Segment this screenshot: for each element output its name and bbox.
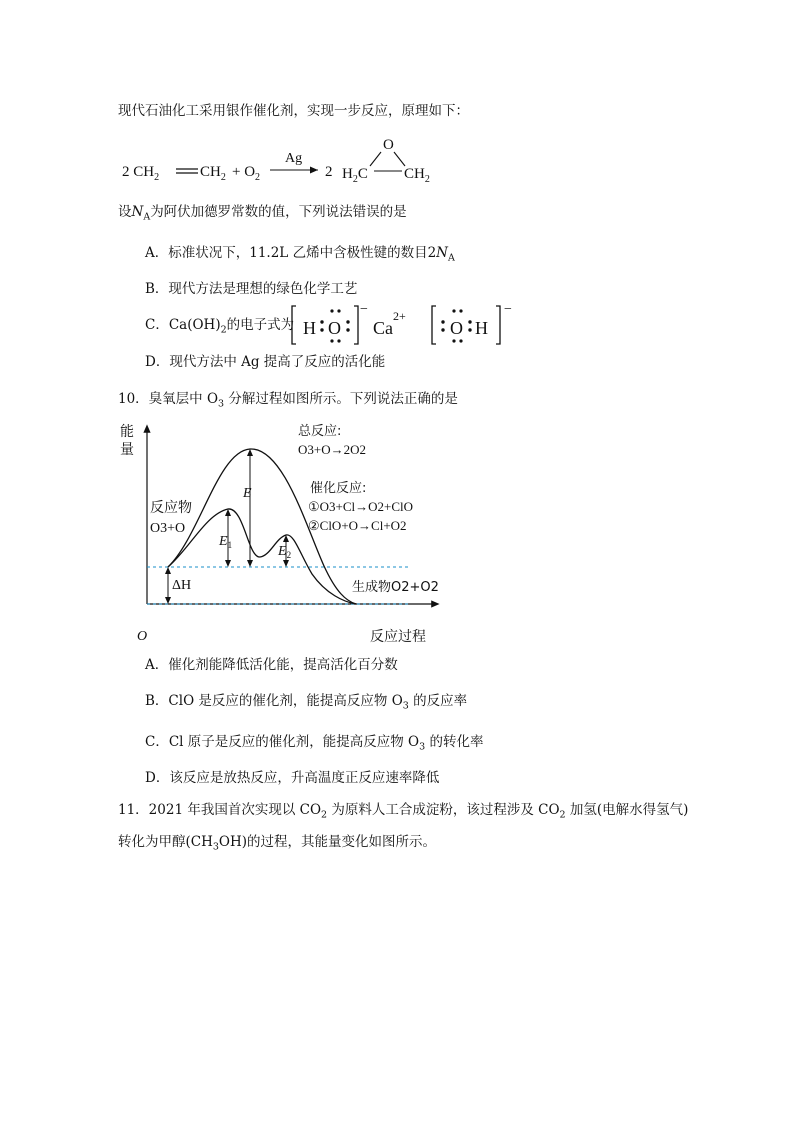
- q11-line-1: 11．2021 年我国首次实现以 $CO_2$ 为原料人工合成淀粉，该过程涉及 $CO_2$ 加氢(电解水得氢气): [118, 802, 689, 821]
- epoxide-ch2: $CH_2$: [404, 166, 430, 185]
- energy-diagram: [118, 418, 458, 650]
- bracket-right-1: [354, 306, 358, 344]
- reaction-arrow-head: [310, 167, 318, 174]
- reactant-formula: O3+O: [150, 521, 186, 536]
- lewis-minus-1: −: [360, 302, 368, 317]
- x-axis-label: 反应过程: [370, 629, 426, 645]
- E-label: E: [243, 486, 252, 501]
- bracket-left-1: [292, 306, 296, 344]
- q11-line-2: 转化为甲醇$(CH_3OH)$的过程，其能量变化如图所示。: [118, 834, 437, 853]
- q9-option-a: A．标准状况下，11.2L 乙烯中含极性键的数目$2N_A$: [145, 245, 455, 264]
- lewis-h-left: H: [303, 318, 316, 338]
- E2-label: $E_2$: [278, 544, 292, 560]
- q9-stem: 设$N_A$为阿伏加德罗常数的值，下列说法错误的是: [118, 204, 407, 223]
- epoxide-h2c: $H_2C$: [342, 166, 368, 185]
- total-reaction-equation: O3+O→2O2: [298, 442, 366, 457]
- reactant-ch2: $CH_2$: [200, 164, 226, 183]
- q9-option-d: D．现代方法中 Ag 提高了反应的活化能: [145, 354, 386, 370]
- bracket-left-2: [432, 306, 436, 344]
- q10-option-a: A．催化剂能降低活化能，提高活化百分数: [145, 657, 398, 673]
- product-coefficient: 2: [325, 164, 333, 180]
- lewis-minus-2: −: [504, 302, 512, 317]
- y-axis-label-1: 能: [120, 424, 134, 440]
- epoxide-oxygen: O: [383, 137, 394, 153]
- reactant-label: 反应物: [150, 500, 192, 516]
- deltaH-label: ΔH: [172, 578, 192, 593]
- lewis-o-left: O: [328, 318, 341, 338]
- q10-option-b: B．ClO 是反应的催化剂，能提高反应物 $O_3$ 的反应率: [145, 693, 468, 712]
- total-reaction-title: 总反应:: [298, 424, 342, 439]
- q10-stem: 10．臭氧层中 $O_3$ 分解过程如图所示。下列说法正确的是: [118, 391, 458, 410]
- reaction-equation: [118, 130, 448, 190]
- E1-label: $E_1$: [219, 534, 233, 550]
- catalytic-reaction-title: 催化反应:: [310, 481, 367, 496]
- q10-option-c: C．Cl 原子是反应的催化剂，能提高反应物 $O_3$ 的转化率: [145, 734, 484, 753]
- epoxide-bond-right: [394, 152, 405, 166]
- q10-option-d: D．该反应是放热反应，升高温度正反应速率降低: [145, 770, 440, 786]
- lewis-o-right: O: [450, 318, 463, 338]
- catalytic-step-2: ②ClO+O→Cl+O2: [308, 518, 407, 533]
- reactant-ethylene: 2 $CH_2$: [122, 164, 160, 183]
- y-axis-label-2: 量: [120, 442, 134, 458]
- product-label: 生成物O2+O2: [352, 580, 439, 595]
- epoxide-bond-left: [370, 152, 381, 166]
- bracket-right-2: [496, 306, 500, 344]
- catalytic-step-1: ①O3+Cl→O2+ClO: [308, 499, 414, 514]
- intro-text: 现代石油化工采用银作催化剂，实现一步反应，原理如下：: [118, 103, 469, 119]
- catalyst-label: Ag: [285, 151, 303, 166]
- origin-label: O: [137, 629, 148, 644]
- lewis-structure: [290, 300, 540, 350]
- reactant-oxygen: + $O_2$: [232, 164, 261, 183]
- q9-option-b: B．现代方法是理想的绿色化学工艺: [145, 281, 358, 297]
- q9-option-c: C．$Ca(OH)_2$的电子式为: [145, 317, 295, 336]
- lewis-ca: $Ca^{2+}$: [373, 309, 406, 338]
- lewis-h-right: H: [475, 318, 488, 338]
